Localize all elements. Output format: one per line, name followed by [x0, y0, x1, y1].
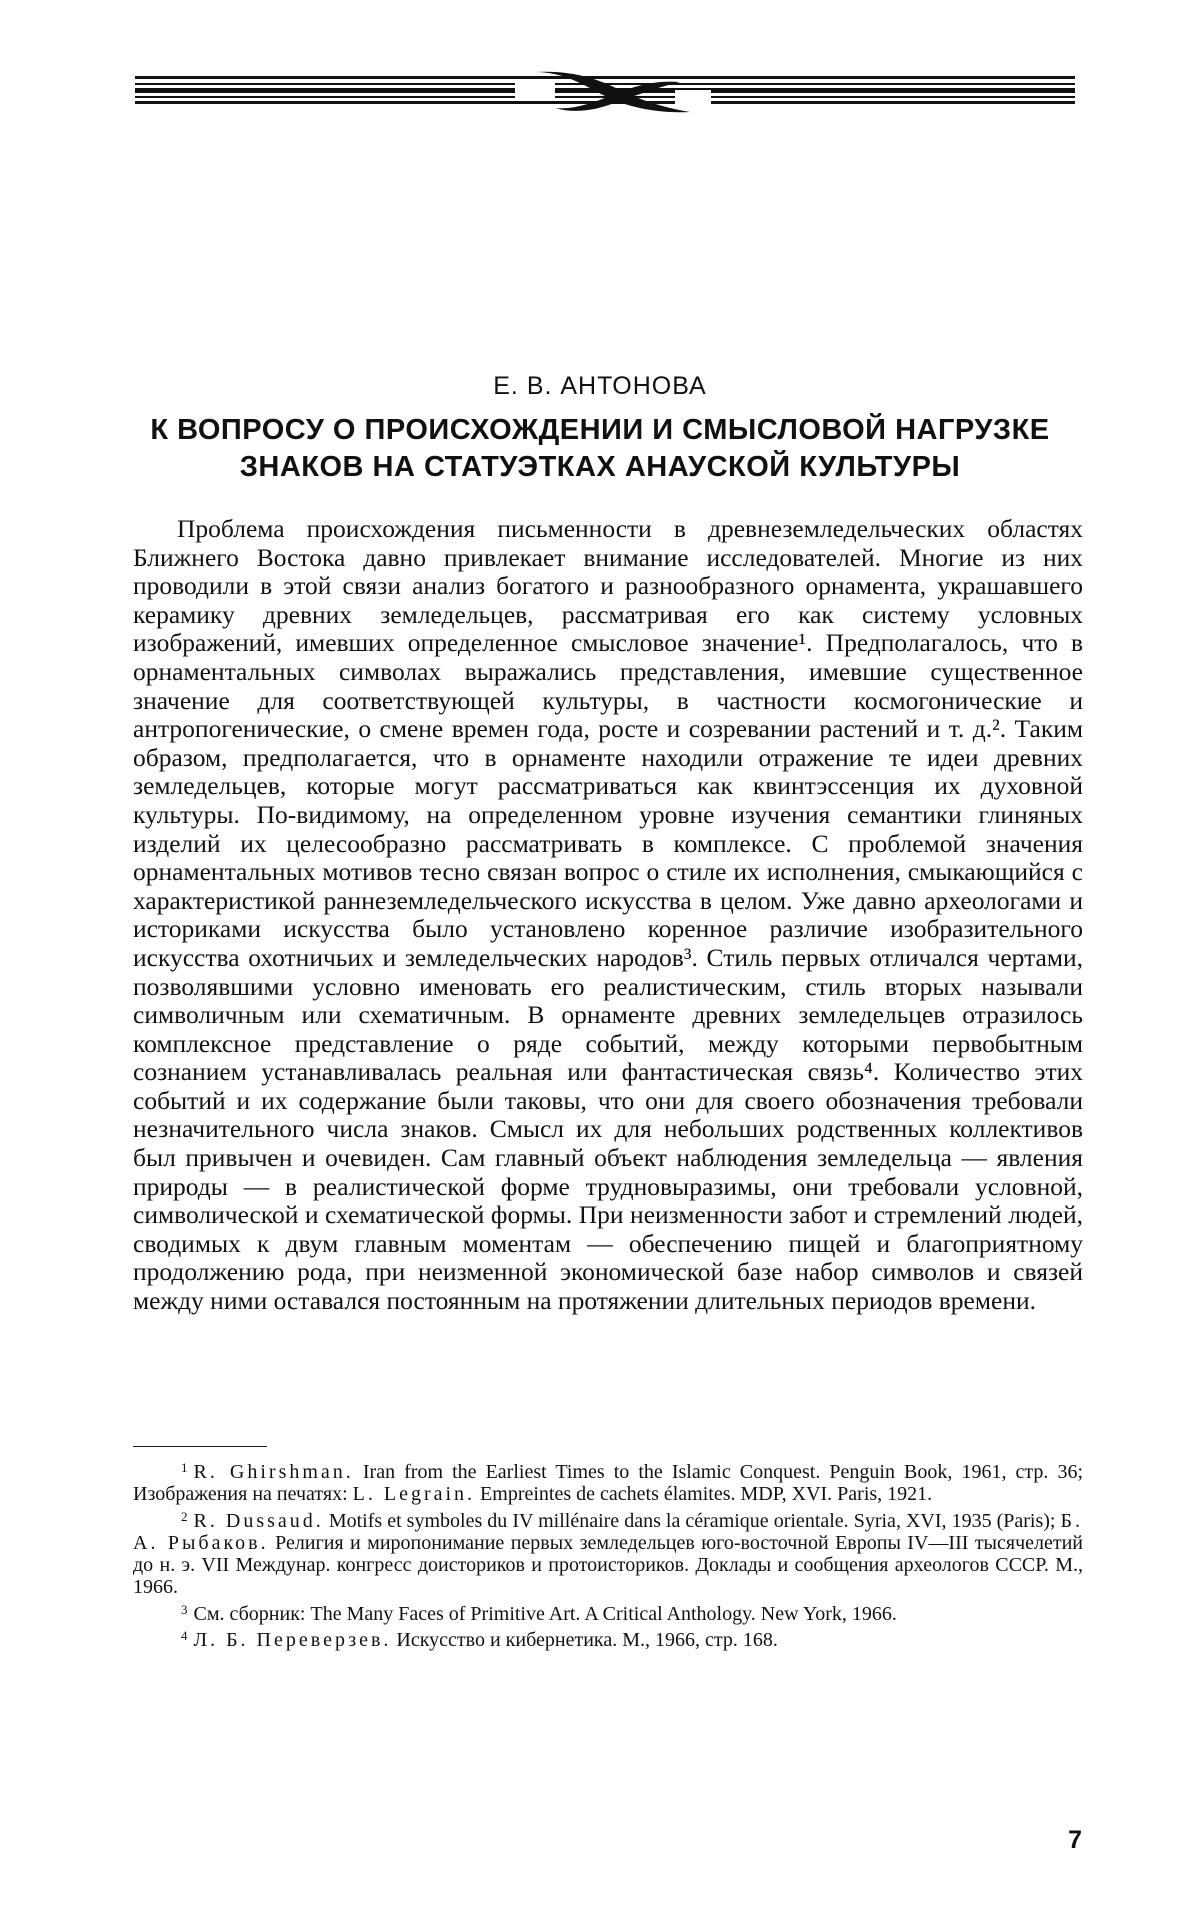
footnote-text: Искусство и кибернетика. М., 1966, стр. 168.	[396, 1629, 778, 1652]
footnote-text: Empreintes de cachets élamites. MDP, XVI. Paris, 1921.	[480, 1483, 933, 1506]
footnote-text: Motifs et symboles du IV millénaire dans la céramique orientale. Syria, XVI, 1935 (Paris);	[328, 1509, 1061, 1532]
footnote-mark: 1	[181, 1460, 188, 1475]
header-ornament-icon	[135, 68, 1075, 118]
footnote-author: R. Dussaud.	[193, 1509, 324, 1532]
footnote-author: L. Legrain.	[352, 1483, 476, 1506]
footnote-divider	[133, 1446, 267, 1447]
body-text	[133, 515, 1083, 1316]
title-line: К ВОПРОСУ О ПРОИСХОЖДЕНИИ И СМЫСЛОВОЙ НАГРУЗКЕ	[150, 414, 1050, 446]
footnote-mark: 3	[181, 1601, 188, 1617]
author-name: Е. В. АНТОНОВА	[493, 372, 707, 400]
title-line: ЗНАКОВ НА СТАТУЭТКАХ АНАУСКОЙ КУЛЬТУРЫ	[239, 451, 961, 483]
footnote	[133, 1599, 1083, 1625]
article-title	[150, 412, 1050, 486]
body-paragraph: Проблема происхождения письменности в древнеземледельческих областях Ближнего Востока давно привлекает внимание исследователей. Многие из них проводили в этой связи анализ богатого и разнообразного орнамента, украшавшего керамику древних земледельцев, рассматривая его как систему условных изображений, имевших определенное смысловое значение¹. Предполагалось, что в орнаментальных символах выражались представления, имевшие существенное значение для соответствующей культуры, в частности космогонические и антропогенические, о смене времен года, росте и созревании растений и т. д.². Таким образом, предполагается, что в орнаменте находили отражение те идеи древних земледельцев, которые могут рассматриваться как квинтэссенция их духовной культуры. По-видимому, на определенном уровне изучения семантики глиняных изделий их целесообразно рассматривать в комплексе. С проблемой значения орнаментальных мотивов тесно связан вопрос о стиле их исполнения, смыкающийся с характеристикой раннеземледельческого искусства в целом. Уже давно археологами и историками искусства было установлено коренное различие изобразительного искусства охотничьих и земледельческих народов³. Стиль первых отличался чертами, позволявшими условно именовать его реалистическим, стиль вторых называли символичным или схематичным. В орнаменте древних земледельцев отразилось комплексное представление о ряде событий, между которыми первобытным сознанием устанавливалась реальная или фантастическая связь⁴. Количество этих событий и их содержание были таковы, что они для своего обозначения требовали незначительного числа знаков. Смысл их для небольших родственных коллективов был привычен и очевиден. Сам главный объект наблюдения земледельца — явления природы — в реалистической форме трудновыразимы, они требовали условной, символической и схематической формы. При неизменности забот и стремлений людей, сводимых к двум главным моментам — обеспечению пищей и благоприятному продолжению рода, при неизменной экономической базе набор символов и связей между ними оставался постоянным на протяжении длительных периодов времени.	[133, 514, 1083, 1316]
footnote-text: Iran from the Earliest Times to the Islamic Conquest. Penguin Book, 1961, стр. 36; Изображения на печатях:	[133, 1461, 1084, 1506]
footnote-text: См. сборник: The Many Faces of Primitive Art. A Critical Anthology. New York, 1966.	[193, 1602, 897, 1625]
page-number: 7	[1068, 1826, 1082, 1854]
footnote	[133, 1625, 1083, 1651]
footnote-author: Л. Б. Переверзев.	[193, 1629, 392, 1652]
footnote-text: Религия и миропонимание первых земледельцев юго-восточной Европы IV—III тысячелетий до н. э. VII Междунар. конгресс доисториков и протоисториков. Доклады и сообщения археологов СССР. М., 1966.	[133, 1531, 1084, 1599]
footnote-mark: 2	[181, 1508, 188, 1524]
footnote-mark: 4	[181, 1628, 188, 1644]
footnotes	[133, 1457, 1083, 1651]
footnote-author: Б. А. Рыбаков.	[133, 1509, 1084, 1554]
footnote-author: R. Ghirshman.	[193, 1461, 354, 1483]
footnote	[133, 1457, 1083, 1506]
footnote	[133, 1506, 1083, 1599]
